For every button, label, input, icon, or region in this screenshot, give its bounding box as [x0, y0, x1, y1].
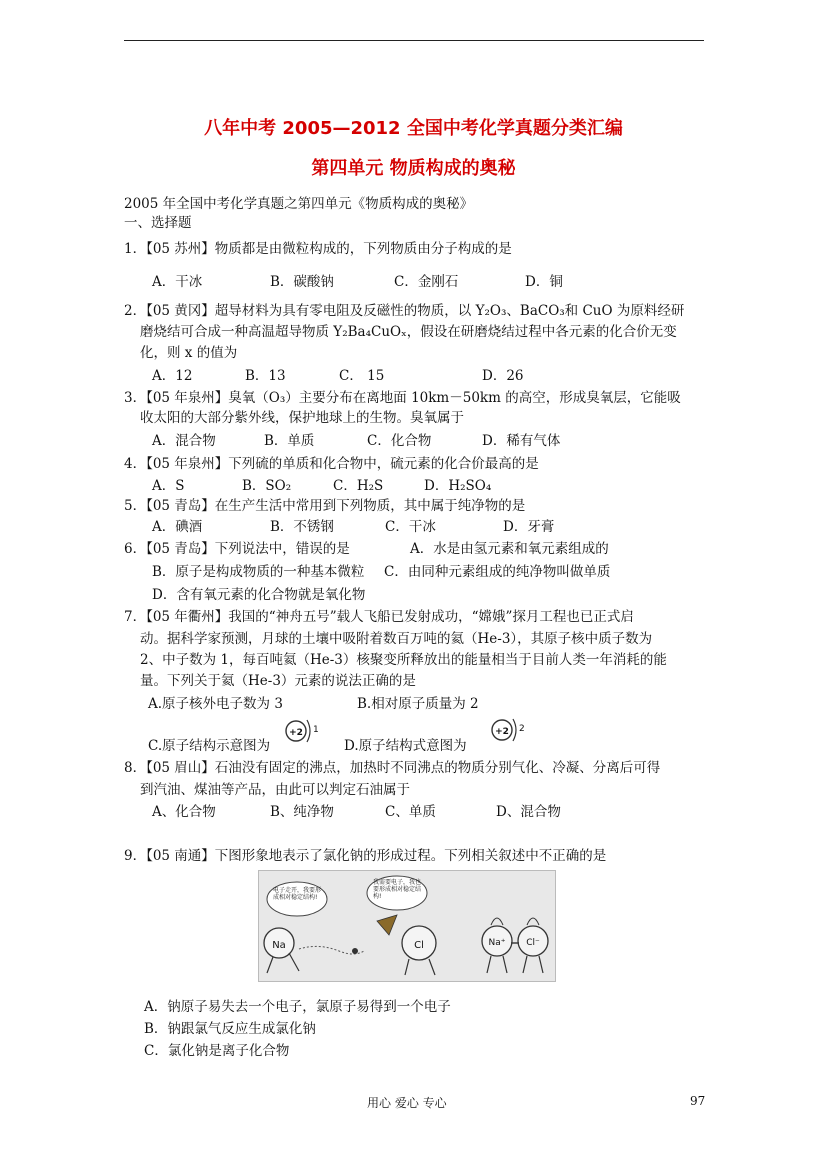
- q1-option-c: C．金刚石: [394, 274, 459, 290]
- question-8-stem-2: 到汽油、煤油等产品，由此可以判定石油属于: [140, 782, 410, 798]
- q5-option-d: D．牙膏: [503, 519, 555, 535]
- q1-option-a: A．干冰: [152, 274, 203, 290]
- question-7-stem-4: 量。下列关于氦（He-3）元素的说法正确的是: [140, 673, 416, 689]
- q6-option-d: D．含有氧元素的化合物就是氧化物: [152, 587, 366, 603]
- na-atom-label: Na: [272, 940, 286, 951]
- q4-option-b: B．SO₂: [242, 478, 292, 494]
- subtitle: 2005 年全国中考化学真题之第四单元《物质构成的奥秘》: [124, 196, 474, 212]
- q9-option-a: A．钠原子易失去一个电子，氯原子易得到一个电子: [144, 999, 451, 1015]
- unit-title: 第四单元 物质构成的奥秘: [311, 158, 516, 179]
- cl-atom-label: Cl: [414, 940, 424, 951]
- atom-c-electrons: 1: [313, 725, 319, 735]
- q3-option-b: B．单质: [264, 433, 315, 449]
- atom-d-nucleus: +2: [495, 727, 509, 737]
- sodium-chloride-formation-figure: [258, 870, 556, 982]
- question-9-stem: 9．【05 南通】下图形象地表示了氯化钠的形成过程。下列相关叙述中不正确的是: [124, 848, 607, 864]
- q2-option-b: B．13: [245, 368, 286, 384]
- q3-option-d: D．稀有气体: [482, 433, 561, 449]
- q4-option-d: D．H₂SO₄: [424, 478, 492, 494]
- q5-option-c: C．干冰: [385, 519, 436, 535]
- q8-option-a: A、化合物: [152, 804, 216, 820]
- q5-option-b: B．不锈钢: [270, 519, 334, 535]
- question-3-stem-2: 收太阳的大部分紫外线，保护地球上的生物。臭氧属于: [140, 410, 464, 426]
- question-1-stem: 1．【05 苏州】物质都是由微粒构成的，下列物质由分子构成的是: [124, 241, 512, 257]
- q6-option-b: B．原子是构成物质的一种基本微粒: [152, 564, 365, 580]
- q8-option-b: B、纯净物: [270, 804, 334, 820]
- figure-illustration: [259, 871, 555, 981]
- q7-option-a: A.原子核外电子数为 3: [148, 696, 283, 712]
- section-heading: 一、选择题: [124, 215, 192, 231]
- page-number: 97: [690, 1094, 706, 1108]
- document-title: 八年中考 2005—2012 全国中考化学真题分类汇编: [204, 118, 623, 139]
- q7-option-b: B.相对原子质量为 2: [357, 696, 479, 712]
- question-8-stem-1: 8．【05 眉山】石油没有固定的沸点，加热时不同沸点的物质分别气化、冷凝、分离后可得: [124, 760, 661, 776]
- q2-option-a: A．12: [152, 368, 193, 384]
- q5-option-a: A．碘酒: [152, 519, 203, 535]
- q6-option-c: C．由同种元素组成的纯净物叫做单质: [384, 564, 611, 580]
- q3-option-a: A．混合物: [152, 433, 216, 449]
- question-4-stem: 4．【05 年泉州】下列硫的单质和化合物中，硫元素的化合价最高的是: [124, 456, 539, 472]
- q1-option-d: D．铜: [525, 274, 563, 290]
- question-5-stem: 5．【05 青岛】在生产生活中常用到下列物质，其中属于纯净物的是: [124, 498, 526, 514]
- q6-option-a: A．水是由氢元素和氧元素组成的: [410, 541, 609, 557]
- q9-option-b: B．钠跟氯气反应生成氯化钠: [144, 1021, 316, 1037]
- q2-option-d: D．26: [482, 368, 524, 384]
- q4-option-c: C．H₂S: [333, 478, 384, 494]
- atom-diagram-c: [283, 714, 317, 748]
- q1-option-b: B．碳酸钠: [270, 274, 334, 290]
- bubble-cl-text: 我需要电子，我也要形成相对稳定结构!: [373, 879, 422, 900]
- question-2-stem-2: 磨烧结可合成一种高温超导物质 Y₂Ba₄CuOₓ，假设在研磨烧结过程中各元素的化合价无变: [140, 324, 677, 340]
- q3-option-c: C．化合物: [367, 433, 432, 449]
- q2-option-c: C． 15: [339, 368, 385, 384]
- q9-option-c: C．氯化钠是离子化合物: [144, 1043, 290, 1059]
- question-3-stem-1: 3．【05 年泉州】臭氧（O₃）主要分布在离地面 10km－50km 的高空，形成臭氧层，它能吸: [124, 390, 681, 406]
- question-2-stem-1: 2．【05 黄冈】超导材料为具有零电阻及反磁性的物质，以 Y₂O₃、BaCO₃和 CuO 为原料经研: [124, 303, 685, 319]
- cl-ion-label: Cl⁻: [526, 938, 540, 948]
- question-7-stem-1: 7．【05 年衢州】我国的“神舟五号”载人飞船已发射成功，“嫦娥”探月工程也已正式启: [124, 609, 634, 625]
- question-6-stem: 6．【05 青岛】下列说法中，错误的是: [124, 541, 350, 557]
- bubble-na-text: 电子走开，我要形成相对稳定结构!: [273, 887, 322, 901]
- header-rule: [124, 40, 704, 41]
- atom-diagram-d: [489, 713, 523, 747]
- na-ion-label: Na⁺: [488, 938, 506, 948]
- q8-option-d: D、混合物: [496, 804, 561, 820]
- q8-option-c: C、单质: [385, 804, 436, 820]
- q4-option-a: A．S: [152, 478, 185, 494]
- question-7-stem-3: 2、中子数为 1，每百吨氦（He-3）核聚变所释放出的能量相当于目前人类一年消耗的能: [140, 652, 667, 668]
- q7-option-c: C.原子结构示意图为: [148, 738, 271, 754]
- atom-d-electrons: 2: [519, 724, 525, 734]
- atom-c-nucleus: +2: [289, 728, 303, 738]
- footer-motto: 用心 爱心 专心: [367, 1096, 447, 1110]
- question-2-stem-3: 化，则 x 的值为: [140, 345, 238, 361]
- question-7-stem-2: 动。据科学家预测，月球的土壤中吸附着数百万吨的氦（He-3），其原子核中质子数为: [140, 631, 653, 647]
- q7-option-d: D.原子结构式意图为: [344, 738, 467, 754]
